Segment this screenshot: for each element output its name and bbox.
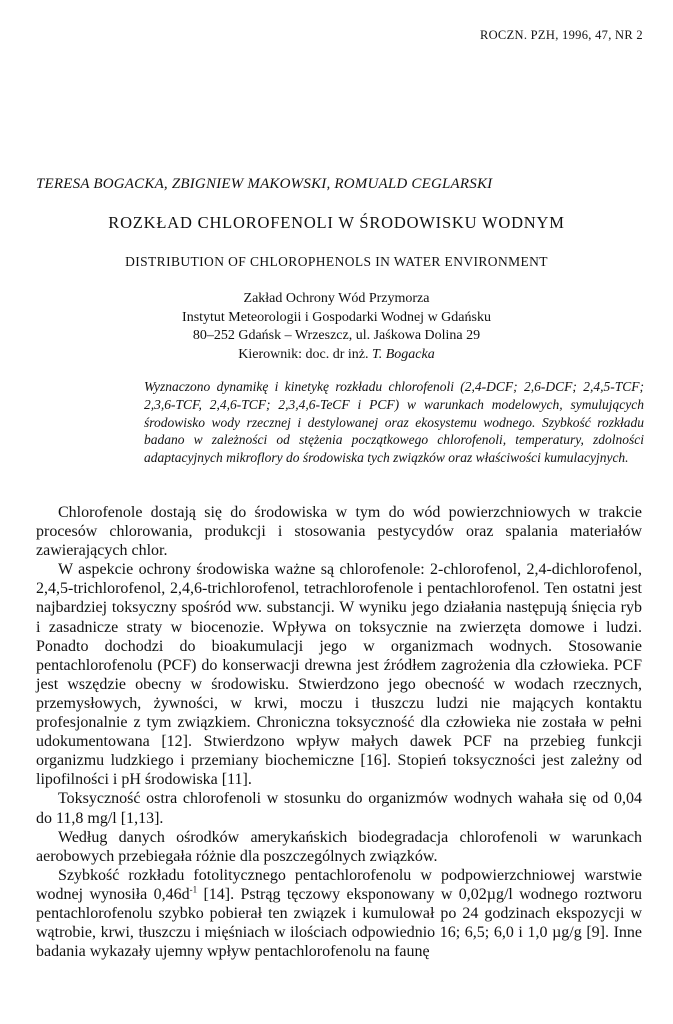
paragraph-4: Według danych ośrodków amerykańskich biodegradacja chlorofenoli w warunkach aerobowych przebiegała różnie dla poszczególnych związków. [36,828,642,865]
paragraph-5-part-1: Szybkość rozkładu fotolitycznego pentachlorofenolu w podpowierzchniowej warstwie wodnej wynosiła 0,46d [36,866,642,903]
paragraph-5 [36,866,642,961]
body-text [36,503,642,961]
paragraph-5-superscript: -1 [189,884,198,895]
abstract: Wyznaczono dynamikę i kinetykę rozkładu chlorofenoli (2,4-DCF; 2,6-DCF; 2,4,5-TCF; 2,3,6-TCF, 2,4,6-TCF; 2,3,4,6-TeCF i PCF) w warunkach modelowych, symulujących środowisko wody rzecznej i destylowanej oraz ekosystemu wodnego. Szybkość rozkładu badano w zależności od stężenia początkowego chlorofenoli, temperatury, zdolności adaptacyjnych mikroflory do środowiska tych związków oraz właściwości kumulacyjnych. [144,379,644,466]
journal-reference: ROCZN. PZH, 1996, 47, NR 2 [479,28,643,42]
article-title-english: DISTRIBUTION OF CHLOROPHENOLS IN WATER ENVIRONMENT [125,254,548,269]
article-title-polish: ROZKŁAD CHLOROFENOLI W ŚRODOWISKU WODNYM [108,213,565,232]
affiliation-department: Zakład Ochrony Wód Przymorza [243,291,430,306]
paragraph-1: Chlorofenole dostają się do środowiska w tym do wód powierzchniowych w trakcie procesów chlorowania, produkcji i stosowania pestycydów oraz spalania materiałów zawierających chlor. [36,504,642,560]
affiliation-head [0,346,673,365]
paragraph-2: W aspekcie ochrony środowiska ważne są chlorofenole: 2-chlorofenol, 2,4-dichlorofenol, 2,4,5-trichlorofenol, 2,4,6-trichlorofenol, tetrachlorofenole i pentachlorofenol. Ten ostatni jest najbardziej toksyczny spośród ww. substancji. W wyniku jego działania następują śnięcia ryb i zasadnicze straty w biocenozie. Wpływa on toksycznie na zwierzęta domowe i ludzi. Ponadto dochodzi do bioakumulacji jego w organizmach wodnych. Stosowanie pentachlorofenolu (PCF) do konserwacji drewna jest źródłem zagrożenia dla człowieka. PCF jest wszędzie obecny w środowisku. Stwierdzono jego obecność w wodach rzecznych, przemysłowych, żywności, w krwi, moczu i tłuszczu ludzi nie mających kontaktu profesjonalnie z tym związkiem. Chroniczna toksyczność dla człowieka nie została w pełni udokumentowana [12]. Stwierdzono wpływ małych dawek PCF na przebieg funkcji organizmu ludzkiego i przemiany biochemiczne [16]. Stopień toksyczności jest zależny od lipofilności i pH środowiska [11]. [36,561,642,789]
paragraph-3: Toksyczność ostra chlorofenoli w stosunku do organizmów wodnych wahała się od 0,04 do 11,8 mg/l [1,13]. [36,790,642,827]
affiliation-block [0,290,673,364]
affiliation-institute: Instytut Meteorologii i Gospodarki Wodnej w Gdańsku [182,309,491,325]
affiliation-head-label: Kierownik: doc. dr inż. [238,346,372,362]
article-authors: TERESA BOGACKA, ZBIGNIEW MAKOWSKI, ROMUALD CEGLARSKI [36,176,493,192]
paragraph-5-part-2: [14]. Pstrąg tęczowy eksponowany w 0,02µg/l wodnego roztworu pentachlorofenolu szybko pobierał ten związek i kumulował po 24 godzinach ekspozycji w wątrobie, krwi, tłuszczu i mięśniach w ilościach odpowiednio 16; 6,5; 6,0 i 1,0 µg/g [9]. Inne badania wykazały ujemny wpływ pentachlorofenolu na faunę [36,885,642,961]
affiliation-head-name: T. Bogacka [372,346,435,362]
affiliation-address: 80–252 Gdańsk – Wrzeszcz, ul. Jaśkowa Dolina 29 [192,328,481,343]
